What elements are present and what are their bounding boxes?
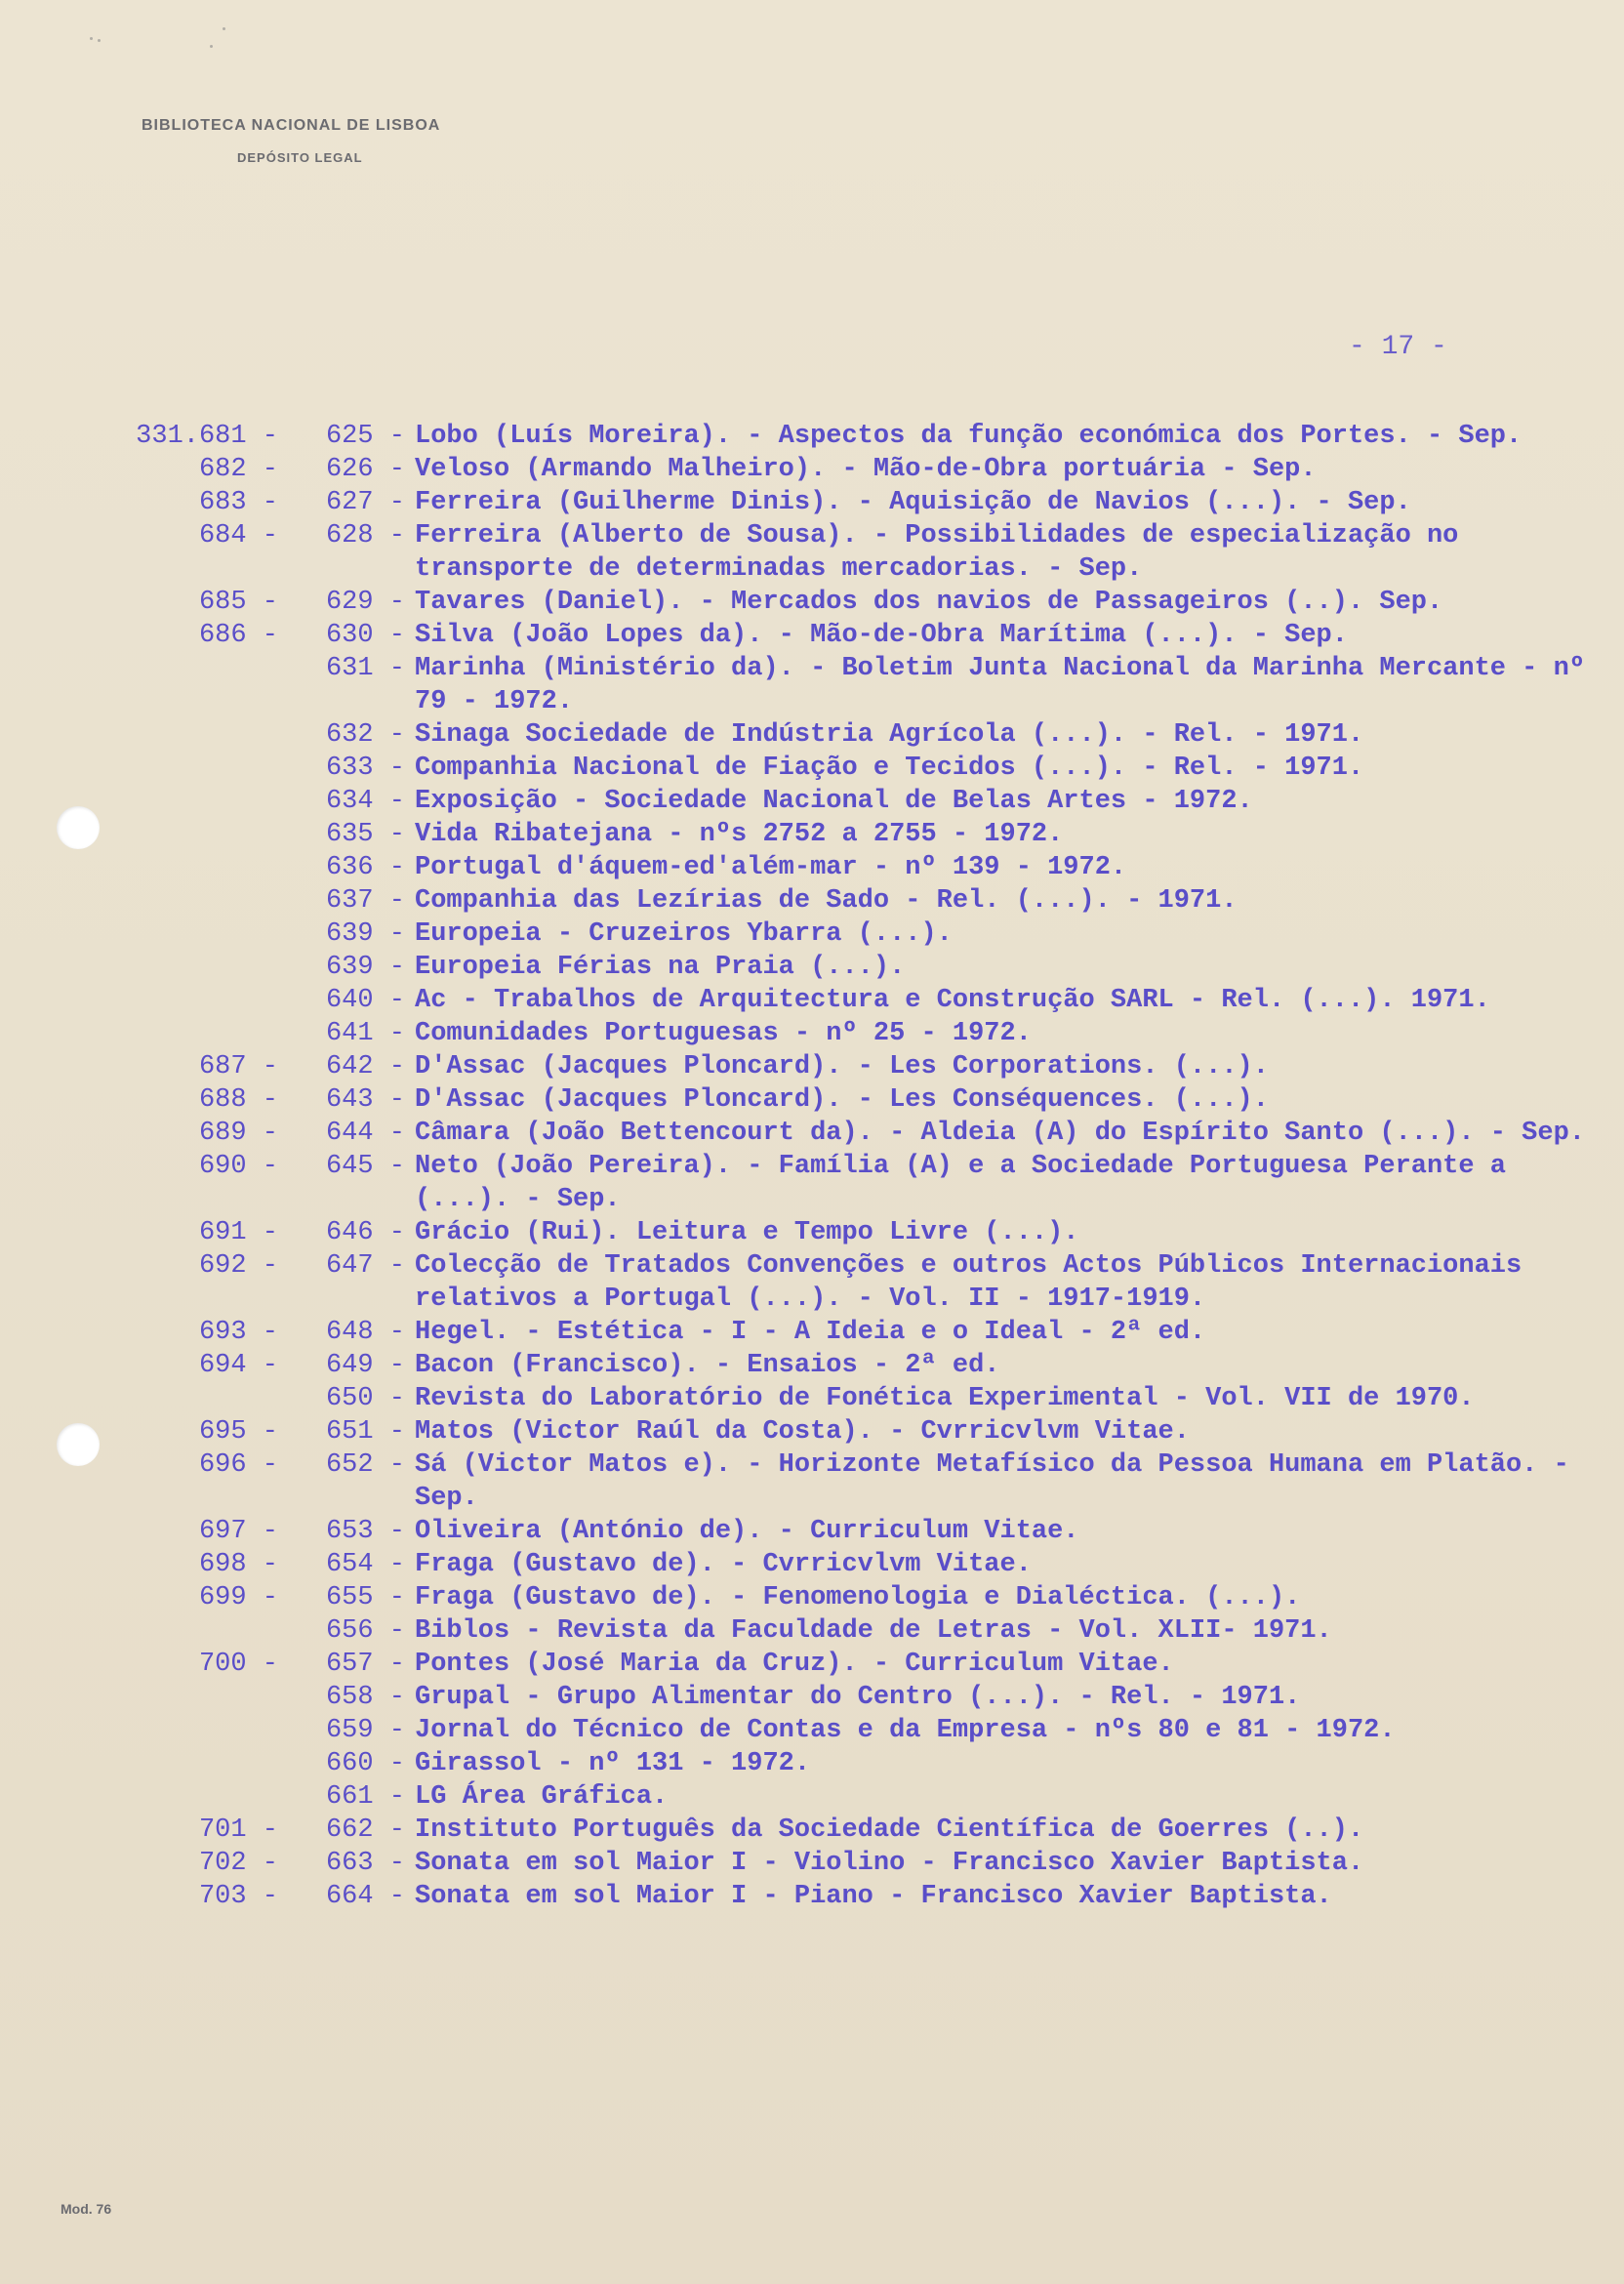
sequence-number: 664 -: [325, 1882, 405, 1911]
accession-number: 700 -: [198, 1650, 278, 1679]
accession-number: 693 -: [198, 1318, 278, 1347]
accession-number: 331.681 -: [136, 422, 278, 451]
entry-description: Fraga (Gustavo de). - Fenomenologia e Dialéctica. (...).: [415, 1583, 1301, 1612]
catalog-entry: [93, 1083, 1601, 1117]
accession-number: 686 -: [198, 621, 278, 650]
catalog-entry: [93, 1747, 1601, 1780]
catalog-entry: [93, 918, 1601, 951]
paper-speck: [98, 39, 101, 42]
entry-description: Europeia - Cruzeiros Ybarra (...).: [415, 919, 953, 949]
entry-description: Hegel. - Estética - I - A Ideia e o Ideal - 2ª ed.: [415, 1318, 1206, 1347]
sequence-number: 660 -: [325, 1749, 405, 1778]
sequence-number: 654 -: [325, 1550, 405, 1579]
accession-number: 689 -: [198, 1119, 278, 1148]
catalog-entry: [93, 1880, 1601, 1913]
entry-description: D'Assac (Jacques Ploncard). - Les Corporations. (...).: [415, 1052, 1269, 1081]
entry-description: Girassol - nº 131 - 1972.: [415, 1749, 811, 1778]
entry-description: Marinha (Ministério da). - Boletim Junta Nacional da Marinha Mercante - nº 79 - 1972.: [415, 654, 1585, 716]
catalog-entry: [93, 1050, 1601, 1083]
accession-number: 683 -: [198, 488, 278, 517]
sequence-number: 634 -: [325, 787, 405, 816]
entry-description: D'Assac (Jacques Ploncard). - Les Conséquences. (...).: [415, 1085, 1269, 1115]
catalog-entry-list: [93, 420, 1601, 1913]
catalog-entry: [93, 851, 1601, 884]
sequence-number: 625 -: [325, 422, 405, 451]
accession-number: 684 -: [198, 521, 278, 551]
catalog-entry: [93, 1780, 1601, 1814]
sequence-number: 640 -: [325, 986, 405, 1015]
accession-number: 690 -: [198, 1152, 278, 1181]
entry-description: Matos (Victor Raúl da Costa). - Cvrricvlvm Vitae.: [415, 1417, 1190, 1447]
sequence-number: 653 -: [325, 1517, 405, 1546]
entry-description: Exposição - Sociedade Nacional de Belas Artes - 1972.: [415, 787, 1253, 816]
accession-number: 688 -: [198, 1085, 278, 1115]
sequence-number: 646 -: [325, 1218, 405, 1247]
entry-description: Ferreira (Alberto de Sousa). - Possibilidades de especialização no transporte de determinadas mercadorias. - Sep.: [415, 521, 1459, 584]
sequence-number: 647 -: [325, 1251, 405, 1281]
catalog-entry: [93, 818, 1601, 851]
sequence-number: 659 -: [325, 1716, 405, 1745]
library-name: BIBLIOTECA NACIONAL DE LISBOA: [142, 117, 441, 134]
catalog-entry: [93, 652, 1601, 718]
paper-speck: [223, 27, 225, 30]
catalog-entry: [93, 752, 1601, 785]
entry-description: Portugal d'áquem-ed'além-mar - nº 139 - 1972.: [415, 853, 1127, 882]
entry-description: Grupal - Grupo Alimentar do Centro (...). - Rel. - 1971.: [415, 1683, 1301, 1712]
catalog-entry: [93, 1548, 1601, 1581]
sequence-number: 649 -: [325, 1351, 405, 1380]
catalog-entry: [93, 1648, 1601, 1681]
sequence-number: 639 -: [325, 919, 405, 949]
catalog-entry: [93, 519, 1601, 586]
sequence-number: 645 -: [325, 1152, 405, 1181]
entry-description: Fraga (Gustavo de). - Cvrricvlvm Vitae.: [415, 1550, 1032, 1579]
catalog-entry: [93, 586, 1601, 619]
entry-description: Revista do Laboratório de Fonética Experimental - Vol. VII de 1970.: [415, 1384, 1475, 1413]
entry-description: Grácio (Rui). Leitura e Tempo Livre (...).: [415, 1218, 1079, 1247]
sequence-number: 637 -: [325, 886, 405, 916]
catalog-entry: [93, 984, 1601, 1017]
entry-description: LG Área Gráfica.: [415, 1782, 669, 1812]
sequence-number: 662 -: [325, 1815, 405, 1845]
sequence-number: 642 -: [325, 1052, 405, 1081]
sequence-number: 657 -: [325, 1650, 405, 1679]
sequence-number: 626 -: [325, 455, 405, 484]
entry-description: Lobo (Luís Moreira). - Aspectos da função económica dos Portes. - Sep.: [415, 422, 1522, 451]
catalog-entry: [93, 1415, 1601, 1448]
sequence-number: 641 -: [325, 1019, 405, 1048]
sequence-number: 652 -: [325, 1450, 405, 1480]
sequence-number: 633 -: [325, 754, 405, 783]
entry-description: Ac - Trabalhos de Arquitectura e Construção SARL - Rel. (...). 1971.: [415, 986, 1490, 1015]
entry-description: Europeia Férias na Praia (...).: [415, 953, 906, 982]
accession-number: 685 -: [198, 588, 278, 617]
sequence-number: 639 -: [325, 953, 405, 982]
accession-number: 697 -: [198, 1517, 278, 1546]
sequence-number: 643 -: [325, 1085, 405, 1115]
catalog-entry: [93, 1349, 1601, 1382]
accession-number: 698 -: [198, 1550, 278, 1579]
accession-number: 703 -: [198, 1882, 278, 1911]
sequence-number: 636 -: [325, 853, 405, 882]
catalog-entry: [93, 1581, 1601, 1614]
sequence-number: 635 -: [325, 820, 405, 849]
entry-description: Vida Ribatejana - nºs 2752 a 2755 - 1972.: [415, 820, 1064, 849]
department-name: DEPÓSITO LEGAL: [237, 150, 363, 165]
sequence-number: 628 -: [325, 521, 405, 551]
accession-number: 702 -: [198, 1849, 278, 1878]
entry-description: Sinaga Sociedade de Indústria Agrícola (...). - Rel. - 1971.: [415, 720, 1364, 750]
sequence-number: 631 -: [325, 654, 405, 683]
catalog-entry: [93, 1216, 1601, 1249]
entry-description: Biblos - Revista da Faculdade de Letras - Vol. XLII- 1971.: [415, 1616, 1332, 1646]
sequence-number: 630 -: [325, 621, 405, 650]
catalog-entry: [93, 1614, 1601, 1648]
entry-description: Companhia das Lezírias de Sado - Rel. (...). - 1971.: [415, 886, 1238, 916]
accession-number: 695 -: [198, 1417, 278, 1447]
paper-speck: [90, 37, 93, 40]
sequence-number: 656 -: [325, 1616, 405, 1646]
paper-speck: [210, 45, 213, 48]
sequence-number: 632 -: [325, 720, 405, 750]
catalog-entry: [93, 1814, 1601, 1847]
sequence-number: 661 -: [325, 1782, 405, 1812]
catalog-entry: [93, 619, 1601, 652]
entry-description: Silva (João Lopes da). - Mão-de-Obra Marítima (...). - Sep.: [415, 621, 1348, 650]
sequence-number: 648 -: [325, 1318, 405, 1347]
accession-number: 699 -: [198, 1583, 278, 1612]
entry-description: Jornal do Técnico de Contas e da Empresa - nºs 80 e 81 - 1972.: [415, 1716, 1396, 1745]
accession-number: 701 -: [198, 1815, 278, 1845]
page-number: - 17 -: [1349, 332, 1447, 362]
entry-description: Sá (Victor Matos e). - Horizonte Metafísico da Pessoa Humana em Platão. - Sep.: [415, 1450, 1569, 1513]
entry-description: Comunidades Portuguesas - nº 25 - 1972.: [415, 1019, 1032, 1048]
entry-description: Câmara (João Bettencourt da). - Aldeia (A) do Espírito Santo (...). - Sep.: [415, 1119, 1585, 1148]
entry-description: Ferreira (Guilherme Dinis). - Aquisição de Navios (...). - Sep.: [415, 488, 1411, 517]
accession-number: 694 -: [198, 1351, 278, 1380]
catalog-entry: [93, 1249, 1601, 1316]
catalog-entry: [93, 1681, 1601, 1714]
entry-description: Bacon (Francisco). - Ensaios - 2ª ed.: [415, 1351, 1000, 1380]
sequence-number: 658 -: [325, 1683, 405, 1712]
catalog-entry: [93, 1316, 1601, 1349]
sequence-number: 651 -: [325, 1417, 405, 1447]
sequence-number: 655 -: [325, 1583, 405, 1612]
sequence-number: 627 -: [325, 488, 405, 517]
entry-description: Colecção de Tratados Convenções e outros Actos Públicos Internacionais relativos a Portugal (...). - Vol. II - 1917-1919.: [415, 1251, 1522, 1314]
entry-description: Pontes (José Maria da Cruz). - Curriculum Vitae.: [415, 1650, 1174, 1679]
accession-number: 696 -: [198, 1450, 278, 1480]
entry-description: Neto (João Pereira). - Família (A) e a Sociedade Portuguesa Perante a (...). - Sep.: [415, 1152, 1506, 1214]
catalog-entry: [93, 884, 1601, 918]
form-model-label: Mod. 76: [61, 2201, 112, 2217]
accession-number: 687 -: [198, 1052, 278, 1081]
accession-number: 691 -: [198, 1218, 278, 1247]
entry-description: Companhia Nacional de Fiação e Tecidos (...). - Rel. - 1971.: [415, 754, 1364, 783]
catalog-entry: [93, 1150, 1601, 1216]
entry-description: Veloso (Armando Malheiro). - Mão-de-Obra portuária - Sep.: [415, 455, 1317, 484]
library-header: [142, 117, 551, 165]
entry-description: Oliveira (António de). - Curriculum Vitae.: [415, 1517, 1079, 1546]
catalog-entry: [93, 951, 1601, 984]
accession-number: 682 -: [198, 455, 278, 484]
sequence-number: 629 -: [325, 588, 405, 617]
sequence-number: 644 -: [325, 1119, 405, 1148]
catalog-entry: [93, 785, 1601, 818]
entry-description: Sonata em sol Maior I - Violino - Francisco Xavier Baptista.: [415, 1849, 1364, 1878]
catalog-entry: [93, 1714, 1601, 1747]
sequence-number: 663 -: [325, 1849, 405, 1878]
sequence-number: 650 -: [325, 1384, 405, 1413]
catalog-entry: [93, 486, 1601, 519]
entry-description: Tavares (Daniel). - Mercados dos navios de Passageiros (..). Sep.: [415, 588, 1443, 617]
entry-description: Instituto Português da Sociedade Científica de Goerres (..).: [415, 1815, 1364, 1845]
accession-number: 692 -: [198, 1251, 278, 1281]
catalog-entry: [93, 1448, 1601, 1515]
catalog-entry: [93, 1847, 1601, 1880]
catalog-entry: [93, 453, 1601, 486]
catalog-entry: [93, 1515, 1601, 1548]
catalog-entry: [93, 420, 1601, 453]
entry-description: Sonata em sol Maior I - Piano - Francisco Xavier Baptista.: [415, 1882, 1332, 1911]
catalog-entry: [93, 1017, 1601, 1050]
catalog-entry: [93, 718, 1601, 752]
catalog-entry: [93, 1382, 1601, 1415]
catalog-entry: [93, 1117, 1601, 1150]
